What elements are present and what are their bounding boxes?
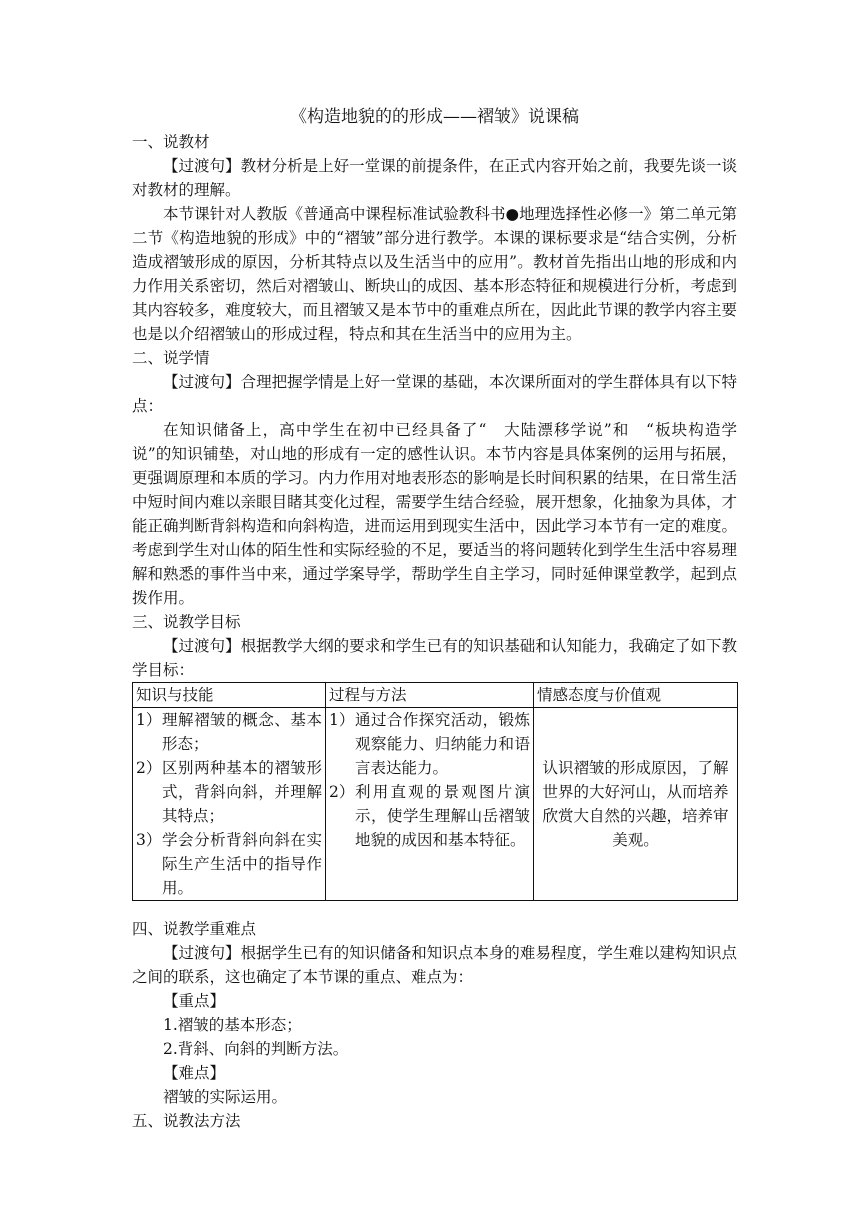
item-number: 3）	[136, 831, 162, 849]
transition-paragraph-textbook: 【过渡句】教材分析是上好一堂课的前提条件，在正式内容开始之前，我要先谈一谈对教材的理解。	[132, 157, 737, 199]
list-item	[329, 708, 530, 780]
item-number: 2）	[329, 783, 355, 801]
key-point-item: 1.褶皱的基本形态；	[163, 1016, 302, 1034]
document-title: 《构造地貌的的形成——褶皱》说课稿	[290, 107, 579, 127]
item-text: 区别两种基本的褶皱形式，背斜向斜，并理解其特点；	[162, 759, 322, 825]
section-heading-objectives: 三、说教学目标	[132, 613, 241, 631]
difficulty-label: 【难点】	[163, 1064, 226, 1082]
item-text: 利用直观的景观图片演示，使学生理解山岳褶皱地貌的成因和基本特征。	[355, 783, 530, 849]
item-number: 1）	[136, 711, 162, 729]
table-header-row	[133, 683, 738, 708]
item-number: 2）	[136, 759, 162, 777]
key-points-label: 【重点】	[163, 992, 226, 1010]
process-cell	[326, 708, 534, 901]
objectives-table	[132, 682, 738, 901]
transition-paragraph-objectives: 【过渡句】根据教学大纲的要求和学生已有的知识基础和认知能力，我确定了如下教学目标：	[132, 637, 737, 679]
transition-paragraph-students: 【过渡句】合理把握学情是上好一堂课的基础，本次课所面对的学生群体具有以下特点：	[132, 373, 737, 415]
section-heading-students: 二、说学情	[132, 349, 210, 367]
section-heading-key-points: 四、说教学重难点	[132, 920, 257, 938]
difficulty-text: 褶皱的实际运用。	[163, 1088, 288, 1106]
table-row	[133, 708, 738, 901]
document-page	[132, 104, 737, 1133]
item-number: 1）	[329, 711, 355, 729]
section-heading-textbook: 一、说教材	[132, 133, 210, 151]
table-header-attitude: 情感态度与价值观	[534, 683, 738, 708]
table-header-knowledge: 知识与技能	[133, 683, 326, 708]
transition-paragraph-key-points: 【过渡句】根据学生已有的知识储备和知识点本身的难易程度，学生难以建构知识点之间的联系，这也确定了本节课的重点、难点为：	[132, 944, 737, 986]
section-heading-methods: 五、说教法方法	[132, 1112, 241, 1130]
knowledge-cell	[133, 708, 326, 901]
list-item	[329, 780, 530, 852]
list-item	[136, 828, 322, 900]
list-item	[136, 756, 322, 828]
key-point-item: 2.背斜、向斜的判断方法。	[163, 1040, 349, 1058]
item-text: 理解褶皱的概念、基本形态；	[162, 711, 322, 753]
textbook-analysis-paragraph: 本节课针对人教版《普通高中课程标准试验教科书●地理选择性必修一》第二单元第二节《构造地貌的形成》中的“褶皱”部分进行教学。本课的课标要求是“结合实例，分析造成褶皱形成的原因，分析其特点以及生活当中的应用”。教材首先指出山地的形成和内力作用关系密切，然后对褶皱山、断块山的成因、基本形态特征和规模进行分析，考虑到其内容较多，难度较大，而且褶皱又是本节中的重难点所在，因此此节课的教学内容主要也是以介绍褶皱山的形成过程，特点和其在生活当中的应用为主。	[132, 205, 737, 343]
attitude-cell: 认识褶皱的形成原因，了解世界的大好河山，从而培养欣赏大自然的兴趣，培养审美观。	[534, 708, 738, 901]
table-header-process: 过程与方法	[326, 683, 534, 708]
students-analysis-paragraph: 在知识储备上，高中学生在初中已经具备了“ 大陆漂移学说”和 “板块构造学说”的知识铺垫，对山地的形成有一定的感性认识。本节内容是具体案例的运用与拓展，更强调原理和本质的学习。内力作用对地表形态的影响是长时间积累的结果，在日常生活中短时间内难以亲眼目睹其变化过程，需要学生结合经验，展开想象，化抽象为具体，才能正确判断背斜构造和向斜构造，进而运用到现实生活中，因此学习本节有一定的难度。考虑到学生对山体的陌生性和实际经验的不足，要适当的将问题转化到学生生活中容易理解和熟悉的事件当中来，通过学案导学，帮助学生自主学习，同时延伸课堂教学，起到点拨作用。	[132, 421, 737, 607]
item-text: 学会分析背斜向斜在实际生产生活中的指导作用。	[162, 831, 322, 897]
list-item	[136, 708, 322, 756]
item-text: 通过合作探究活动，锻炼观察能力、归纳能力和语言表达能力。	[355, 711, 530, 777]
